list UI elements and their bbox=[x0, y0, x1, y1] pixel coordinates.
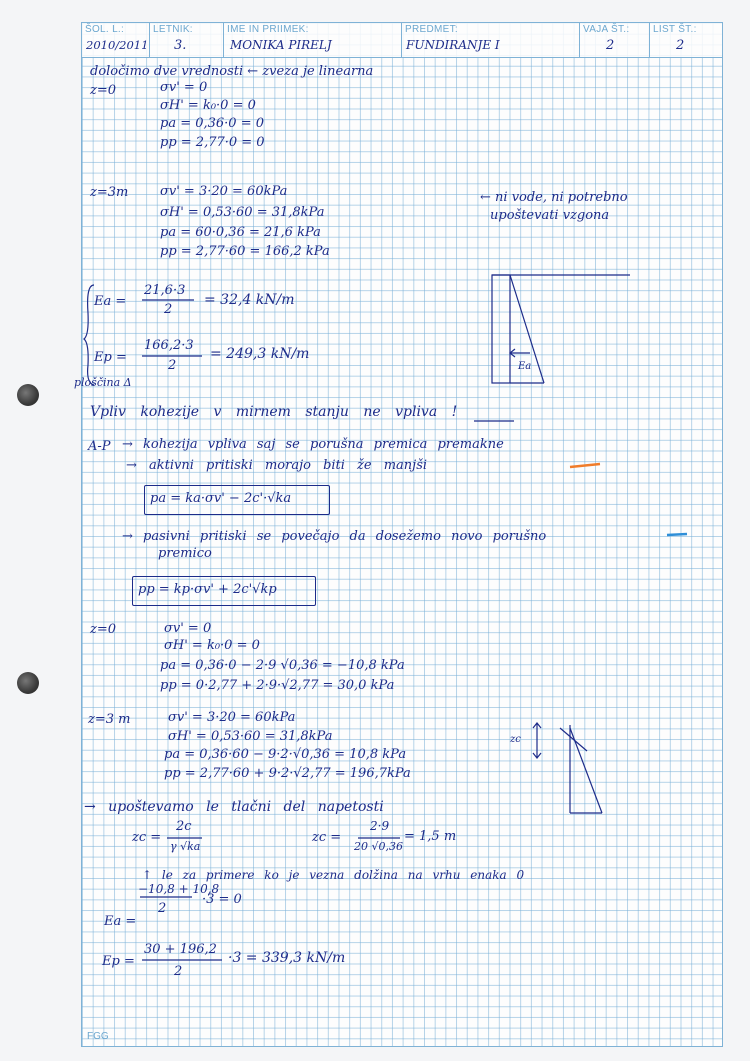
text-line: Ep = bbox=[94, 350, 127, 365]
text-line: z=3m bbox=[90, 185, 129, 200]
text-line: Vpliv kohezije v mirnem stanju ne vpliva ! bbox=[90, 404, 458, 420]
blue-marker-stroke bbox=[667, 534, 687, 535]
orange-marker-stroke bbox=[570, 464, 600, 467]
text-line: pp = 2,77·60 + 9·2·√2,77 = 196,7kPa bbox=[164, 766, 411, 781]
diagram2-cross-b bbox=[560, 728, 587, 751]
text-line: pp = 2,77·60 = 166,2 kPa bbox=[160, 244, 330, 259]
text-line: Ea bbox=[518, 361, 532, 372]
text-line: 2 bbox=[174, 964, 183, 979]
text-line: zc = bbox=[312, 830, 342, 845]
text-line: 20 √0,36 bbox=[354, 840, 403, 853]
text-line: σv' = 0 bbox=[164, 621, 212, 636]
label-exercise-no: VAJA ŠT.: bbox=[583, 24, 630, 35]
text-line: pp = 2,77·0 = 0 bbox=[160, 135, 265, 150]
text-line: določimo dve vrednosti ← zveza je linearna bbox=[90, 64, 374, 79]
punch-hole-top bbox=[17, 384, 39, 406]
text-line: 30 + 196,2 bbox=[144, 942, 217, 957]
text-line: z=0 bbox=[90, 622, 117, 637]
text-line: σv' = 3·20 = 60kPa bbox=[160, 184, 288, 199]
text-line: Ep = bbox=[102, 954, 135, 969]
text-line: pa = 0,36·0 − 2·9 √0,36 = −10,8 kPa bbox=[160, 658, 405, 673]
label-subject: PREDMET: bbox=[405, 24, 458, 35]
retaining-wall bbox=[492, 275, 510, 383]
label-name: IME IN PRIIMEK: bbox=[227, 24, 309, 35]
text-line: pp = kp·σv' + 2c'√kp bbox=[138, 582, 277, 597]
text-line: z=3 m bbox=[88, 712, 131, 727]
brace-left bbox=[84, 285, 94, 385]
text-line: 2 bbox=[158, 901, 167, 916]
value-subject: FUNDIRANJE I bbox=[406, 38, 500, 52]
text-line: 2c bbox=[176, 819, 192, 834]
text-line: pp = 0·2,77 + 2·9·√2,77 = 30,0 kPa bbox=[160, 678, 395, 693]
text-line: 166,2·3 bbox=[144, 338, 194, 353]
text-line: 21,6·3 bbox=[144, 283, 186, 298]
text-line: σH' = k₀·0 = 0 bbox=[160, 98, 256, 113]
punch-hole-bottom bbox=[17, 672, 39, 694]
text-line: premico bbox=[158, 546, 212, 561]
text-line: γ √ka bbox=[170, 840, 201, 853]
text-line: Ea = bbox=[104, 914, 137, 929]
text-line: σv' = 3·20 = 60kPa bbox=[168, 710, 296, 725]
label-year: LETNIK: bbox=[153, 24, 193, 35]
text-line: → aktivni pritiski morajo biti že manjši bbox=[126, 458, 428, 473]
text-line: ·3 = 339,3 kN/m bbox=[228, 950, 346, 966]
text-line: upoštevati vzgona bbox=[490, 208, 610, 223]
text-line: Ea = bbox=[94, 294, 127, 309]
value-exercise-no: 2 bbox=[606, 38, 615, 53]
text-line: = 32,4 kN/m bbox=[204, 292, 295, 308]
text-line: pa = 0,36·60 − 9·2·√0,36 = 10,8 kPa bbox=[164, 747, 407, 762]
text-line: → pasivni pritiski se povečajo da dosežemo novo porušno bbox=[122, 529, 547, 544]
label-school-year: ŠOL. L.: bbox=[85, 24, 125, 35]
text-line: ·3 = 0 bbox=[202, 892, 242, 907]
text-line: → kohezija vpliva saj se porušna premica premakne bbox=[122, 437, 504, 452]
text-line: A-P bbox=[88, 439, 111, 454]
text-line: −10,8 + 10,8 bbox=[138, 882, 220, 896]
text-line: → upoštevamo le tlačni del napetosti bbox=[84, 799, 384, 815]
value-sheet-no: 2 bbox=[676, 38, 685, 53]
text-line: pa = ka·σv' − 2c'·√ka bbox=[150, 491, 292, 506]
label-sheet-no: LIST ŠT.: bbox=[653, 24, 697, 35]
text-line: σH' = k₀·0 = 0 bbox=[164, 638, 260, 653]
text-line: zc bbox=[510, 734, 521, 745]
text-line: 2 bbox=[168, 358, 177, 373]
grid-paper-sheet bbox=[74, 22, 723, 1047]
value-year: 3. bbox=[174, 38, 187, 53]
text-line: σH' = 0,53·60 = 31,8kPa bbox=[168, 729, 333, 744]
text-line: ploščina Δ bbox=[74, 376, 132, 389]
text-line: = 249,3 kN/m bbox=[210, 346, 310, 362]
text-line: ← ni vode, ni potrebno bbox=[480, 190, 628, 205]
value-name: MONIKA PIRELJ bbox=[230, 38, 332, 52]
text-line: σv' = 0 bbox=[160, 80, 208, 95]
text-line: σH' = 0,53·60 = 31,8kPa bbox=[160, 205, 325, 220]
text-line: 2 bbox=[164, 302, 173, 317]
text-line: pa = 60·0,36 = 21,6 kPa bbox=[160, 225, 321, 240]
footer-fgg: FGG bbox=[87, 1031, 109, 1042]
text-line: zc = bbox=[132, 830, 162, 845]
text-line: pa = 0,36·0 = 0 bbox=[160, 116, 265, 131]
text-line: 2·9 bbox=[370, 819, 390, 833]
value-school-year: 2010/2011 bbox=[86, 38, 149, 52]
text-line: z=0 bbox=[90, 83, 117, 98]
text-line: = 1,5 m bbox=[404, 829, 457, 844]
text-line: ↑ le za primere ko je vezna dolžina na vrhu enaka 0 bbox=[142, 868, 525, 882]
